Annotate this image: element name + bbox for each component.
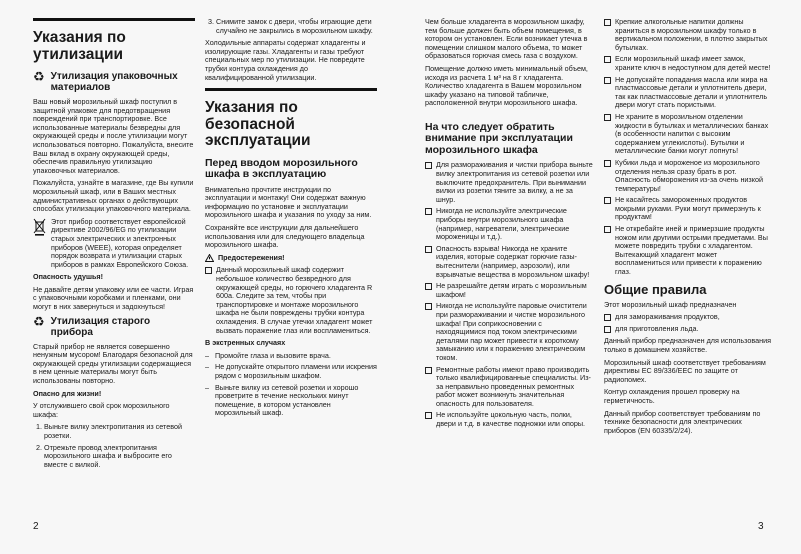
crossed-bin-icon: [33, 218, 46, 236]
column4-item-text: Не храните в морозильном отделении жидкости в бутылках и металлических банках (в особенности напитки с высоким содержанием углекислоты). Бутылки и металлические банки могут лопнуть!: [615, 111, 769, 156]
top-rule: [33, 18, 195, 21]
attention-item: [425, 207, 593, 241]
old-device-heading: [33, 313, 195, 338]
packaging-paragraph-2: Пожалуйста, узнайте в магазине, где Вы купили морозильный шкаф, или в Ваших местных административных органах о действующих способах утилизации упаковочного материала.: [33, 178, 194, 214]
attention-heading: На что следует обратить внимание при эксплуатации морозильного шкафа: [425, 120, 573, 156]
emergency-item: – Промойте глаза и вызовите врача.: [205, 352, 377, 361]
attention-item: [425, 282, 593, 299]
page-number-left: 2: [33, 521, 39, 532]
checkbox-bullet-icon: [425, 283, 432, 290]
general-paragraph-4: Данный прибор соответствует требованиям по технике безопасности для электрических приборов (EN 60335/2/24).: [604, 408, 761, 435]
attention-item-text: Не разрешайте детям играть с морозильным шкафом!: [436, 281, 587, 299]
packaging-heading: [33, 71, 195, 93]
general-list: [604, 313, 772, 333]
caution-item-text: Данный морозильный шкаф содержит небольшое количество безвредного для окружающей среды, но горючего хладагента R 600a. Следите за тем, чтобы при транспортировке и монтаже морозильного шкафа не были повреждены трубки контура охлаждения. В случае утечки хладагент может вызвать поражение глаз или воспламениться.: [216, 265, 373, 335]
attention-item: [425, 161, 593, 204]
old-steps-intro: У отслужившего свой срок морозильного шкафа:: [33, 401, 170, 419]
checkbox-bullet-icon: [604, 197, 611, 204]
old-step: 2. Отрежьте провод электропитания морозильного шкафа и выбросите его вместе с вилкой.: [44, 444, 195, 470]
packaging-heading-text: Утилизация упаковочных материалов: [50, 71, 178, 93]
attention-list: [425, 161, 593, 428]
weee-text: Этот прибор соответствует европейской директиве 2002/96/EG по утилизации старых электрических и электронных приборов (WEEE), которая определяет порядок возврата и утилизации старых приборов в рамках Европейского Союза.: [51, 216, 189, 269]
general-paragraph-3: Контур охлаждения прошел проверку на герметичность.: [604, 387, 740, 405]
attention-item-text: Опасность взрыва! Никогда не храните изделия, которые содержат горючие газы-вытеснители (например, аэрозоли), или взрывчатые вещества в морозильном шкафу!: [436, 243, 590, 279]
attention-item-text: Никогда не используйте электрические приборы внутри морозильного шкафа (например, нагреватели, электрические мороженицы и т.д.).: [436, 206, 570, 242]
checkbox-bullet-icon: [604, 314, 611, 321]
column4-item: [604, 159, 772, 193]
column4-item: [604, 196, 772, 222]
old-steps-list-cont: [205, 18, 377, 35]
general-item: [604, 325, 772, 334]
left-column-2: [205, 18, 377, 422]
emergency-list: [205, 352, 377, 418]
recycling-icon: ♻: [33, 313, 45, 329]
general-item-text: для замораживания продуктов,: [615, 312, 720, 322]
old-device-heading-text: Утилизация старого прибора: [50, 315, 151, 338]
column4-list: [604, 18, 772, 277]
column4-item-text: Если морозильный шкаф имеет замок, храните ключ в недоступном для детей месте!: [615, 54, 771, 72]
general-title: Общие правила: [604, 281, 707, 297]
emergency-heading: В экстренных случаях: [205, 338, 286, 348]
safety-title: Указания по безопасной эксплуатации: [205, 99, 311, 150]
column4-item-text: Кубики льда и мороженое из морозильного отделения нельзя сразу брать в рот. Опасность обморожения из-за очень низкой температуры!: [615, 157, 763, 193]
before-paragraph-1: Внимательно прочтите инструкции по эксплуатации и монтажу! Они содержат важную информацию по установке и эксплуатации морозильного шкафа и указания по уходу за ним.: [205, 184, 372, 220]
attention-item-text: Ремонтные работы имеют право производить только квалифицированные специалисты. Из-за неправильно проведенных ремонтных работ может возникнуть значительная опасность для пользователя.: [436, 364, 591, 408]
column4-item: [604, 113, 772, 156]
attention-item-text: Не используйте цокольную часть, полки, двери и т.д. в качестве подножки или опоры.: [436, 410, 585, 429]
weee-block: [33, 218, 195, 270]
caution-item: [205, 266, 377, 335]
checkbox-bullet-icon: [425, 208, 432, 215]
column4-item: [604, 225, 772, 277]
checkbox-bullet-icon: [604, 19, 611, 26]
intro-paragraph-2: Помещение должно иметь минимальный объем, исходя из расчета 1 м³ на 8 г хладагента. Количество хладагента в Вашем морозильном шкафу указано на типовой табличке, расположенной внутри морозильного шкафа.: [425, 63, 588, 108]
attention-item: [425, 411, 593, 428]
packaging-paragraph-1: Ваш новый морозильный шкаф поступил в защитной упаковке для предотвращения повреждений при транспортировке. Все использованные материалы безвредны для окружающей среды и после утилизации могут использоваться повторно. Пожалуйста, внесите Ваш вклад в охрану окружающей среды, обеспечив правильную утилизацию упаковочных материалов.: [33, 97, 194, 175]
before-heading: Перед вводом морозильного шкафа в эксплуатацию: [205, 156, 358, 181]
before-paragraph-2: Сохраняйте все инструкции для дальнейшего использования или для следующего владельца морозильного шкафа.: [205, 223, 365, 250]
section-rule: [205, 88, 377, 91]
caution-label-text: Предостережения!: [218, 252, 285, 262]
recycling-icon: ♻: [33, 69, 45, 84]
column4-item-text: Не откребайте иней и примерзшие продукты ножом или другими острыми предметами. Вы можете повредить трубки с хладагентом. Вытекающий хладагент может воспламениться или привести к поражению глаз.: [615, 224, 768, 277]
old-step: 1. Выньте вилку электропитания из сетевой розетки.: [44, 423, 195, 440]
checkbox-bullet-icon: [425, 303, 432, 310]
checkbox-bullet-icon: [604, 114, 611, 121]
column4-item: [604, 76, 772, 110]
checkbox-bullet-icon: [425, 367, 432, 374]
checkbox-bullet-icon: [425, 246, 432, 253]
page-number-right: 3: [758, 521, 764, 532]
attention-item: [425, 302, 593, 362]
checkbox-bullet-icon: [425, 412, 432, 419]
checkbox-bullet-icon: [604, 160, 611, 167]
general-item: [604, 313, 772, 322]
general-item-text: для приготовления льда.: [615, 323, 699, 333]
attention-item: [425, 245, 593, 279]
suffocation-text: Не давайте детям упаковку или ее части. Играя с упаковочными коробками и пленками, они могут в них завернуться и задохнуться!: [33, 284, 194, 312]
attention-item-text: Никогда не используйте паровые очистители при размораживании и чистке морозильного шкафа! При соприкосновении с находящимися под током электрическими деталями пар может привести к короткому замыканию или к поражению электрическим током.: [436, 301, 587, 362]
column4-item-text: Не касайтесь замороженных продуктов мокрыми руками. Руки могут примерзнуть к продуктам!: [615, 195, 761, 222]
left-column-1: [33, 18, 195, 473]
old-device-text: Старый прибор не является совершенно ненужным мусором! Благодаря безопасной для окружающей среды утилизации содержащиеся в нем ценные материалы могут быть использованы повторно.: [33, 341, 193, 386]
emergency-item: – Не допускайте открытого пламени или искрения рядом с морозильным шкафом.: [205, 363, 377, 380]
refrigerant-note: Холодильные аппараты содержат хладагенты и изолирующие газы. Хладагенты и газы требуют специальных мер по утилизации. Не повредите трубки контура охлаждения до квалифицированной утилизации.: [205, 38, 366, 82]
column4-item: [604, 55, 772, 72]
column4-item: [604, 18, 772, 52]
disposal-title: Указания по утилизации: [33, 29, 126, 63]
checkbox-bullet-icon: [604, 56, 611, 63]
caution-label: [205, 254, 377, 263]
general-paragraph-2: Морозильный шкаф соответствует требованиям директивы ЕС 89/336/ЕЕС по защите от радиопомех.: [604, 357, 766, 384]
old-steps-list: [33, 423, 195, 469]
warning-triangle-icon: [205, 254, 214, 262]
checkbox-bullet-icon: [604, 77, 611, 84]
column4-item-text: Не допускайте попадания масла или жира на пластмассовые детали и уплотнитель двери, так как пластмассовые детали и уплотнитель двери могут стать пористыми.: [615, 74, 768, 110]
checkbox-bullet-icon: [425, 162, 432, 169]
danger-life: Опасно для жизни!: [33, 388, 102, 398]
right-column-2: [604, 18, 772, 439]
attention-item: [425, 366, 593, 409]
general-paragraph-1: Данный прибор предназначен для использования только в домашнем хозяйстве.: [604, 336, 771, 354]
checkbox-bullet-icon: [205, 267, 212, 274]
emergency-item: – Выньте вилку из сетевой розетки и хорошо проветрите в течение нескольких минут помещение, в котором установлен морозильный шкаф.: [205, 384, 377, 418]
right-column-1: [425, 18, 593, 433]
general-intro: Этот морозильный шкаф предназначен: [604, 299, 737, 309]
attention-item-text: Для размораживания и чистки прибора выньте вилку электропитания из сетевой розетки или выключите предохранитель. При вынимании вилки из розетки тяните за вилку, а не за шнур.: [436, 160, 593, 204]
checkbox-bullet-icon: [604, 326, 611, 333]
checkbox-bullet-icon: [604, 226, 611, 233]
column4-item-text: Крепкие алкогольные напитки должны храниться в морозильном шкафу только в вертикальном положении, в плотно закрытых бутылках.: [615, 17, 768, 52]
old-step: 3. Снимите замок с двери, чтобы играющие дети случайно не закрылись в морозильном шкафу.: [216, 18, 377, 35]
suffocation-warning: Опасность удушья!: [33, 272, 103, 282]
caution-list: [205, 266, 377, 335]
intro-paragraph-1: Чем больше хладагента в морозильном шкафу, тем больше должен быть объем помещения, в котором он установлен. Если возникает утечка в помещении слишком малого объема, то может образоваться горючая смесь газа с воздухом.: [425, 17, 588, 61]
